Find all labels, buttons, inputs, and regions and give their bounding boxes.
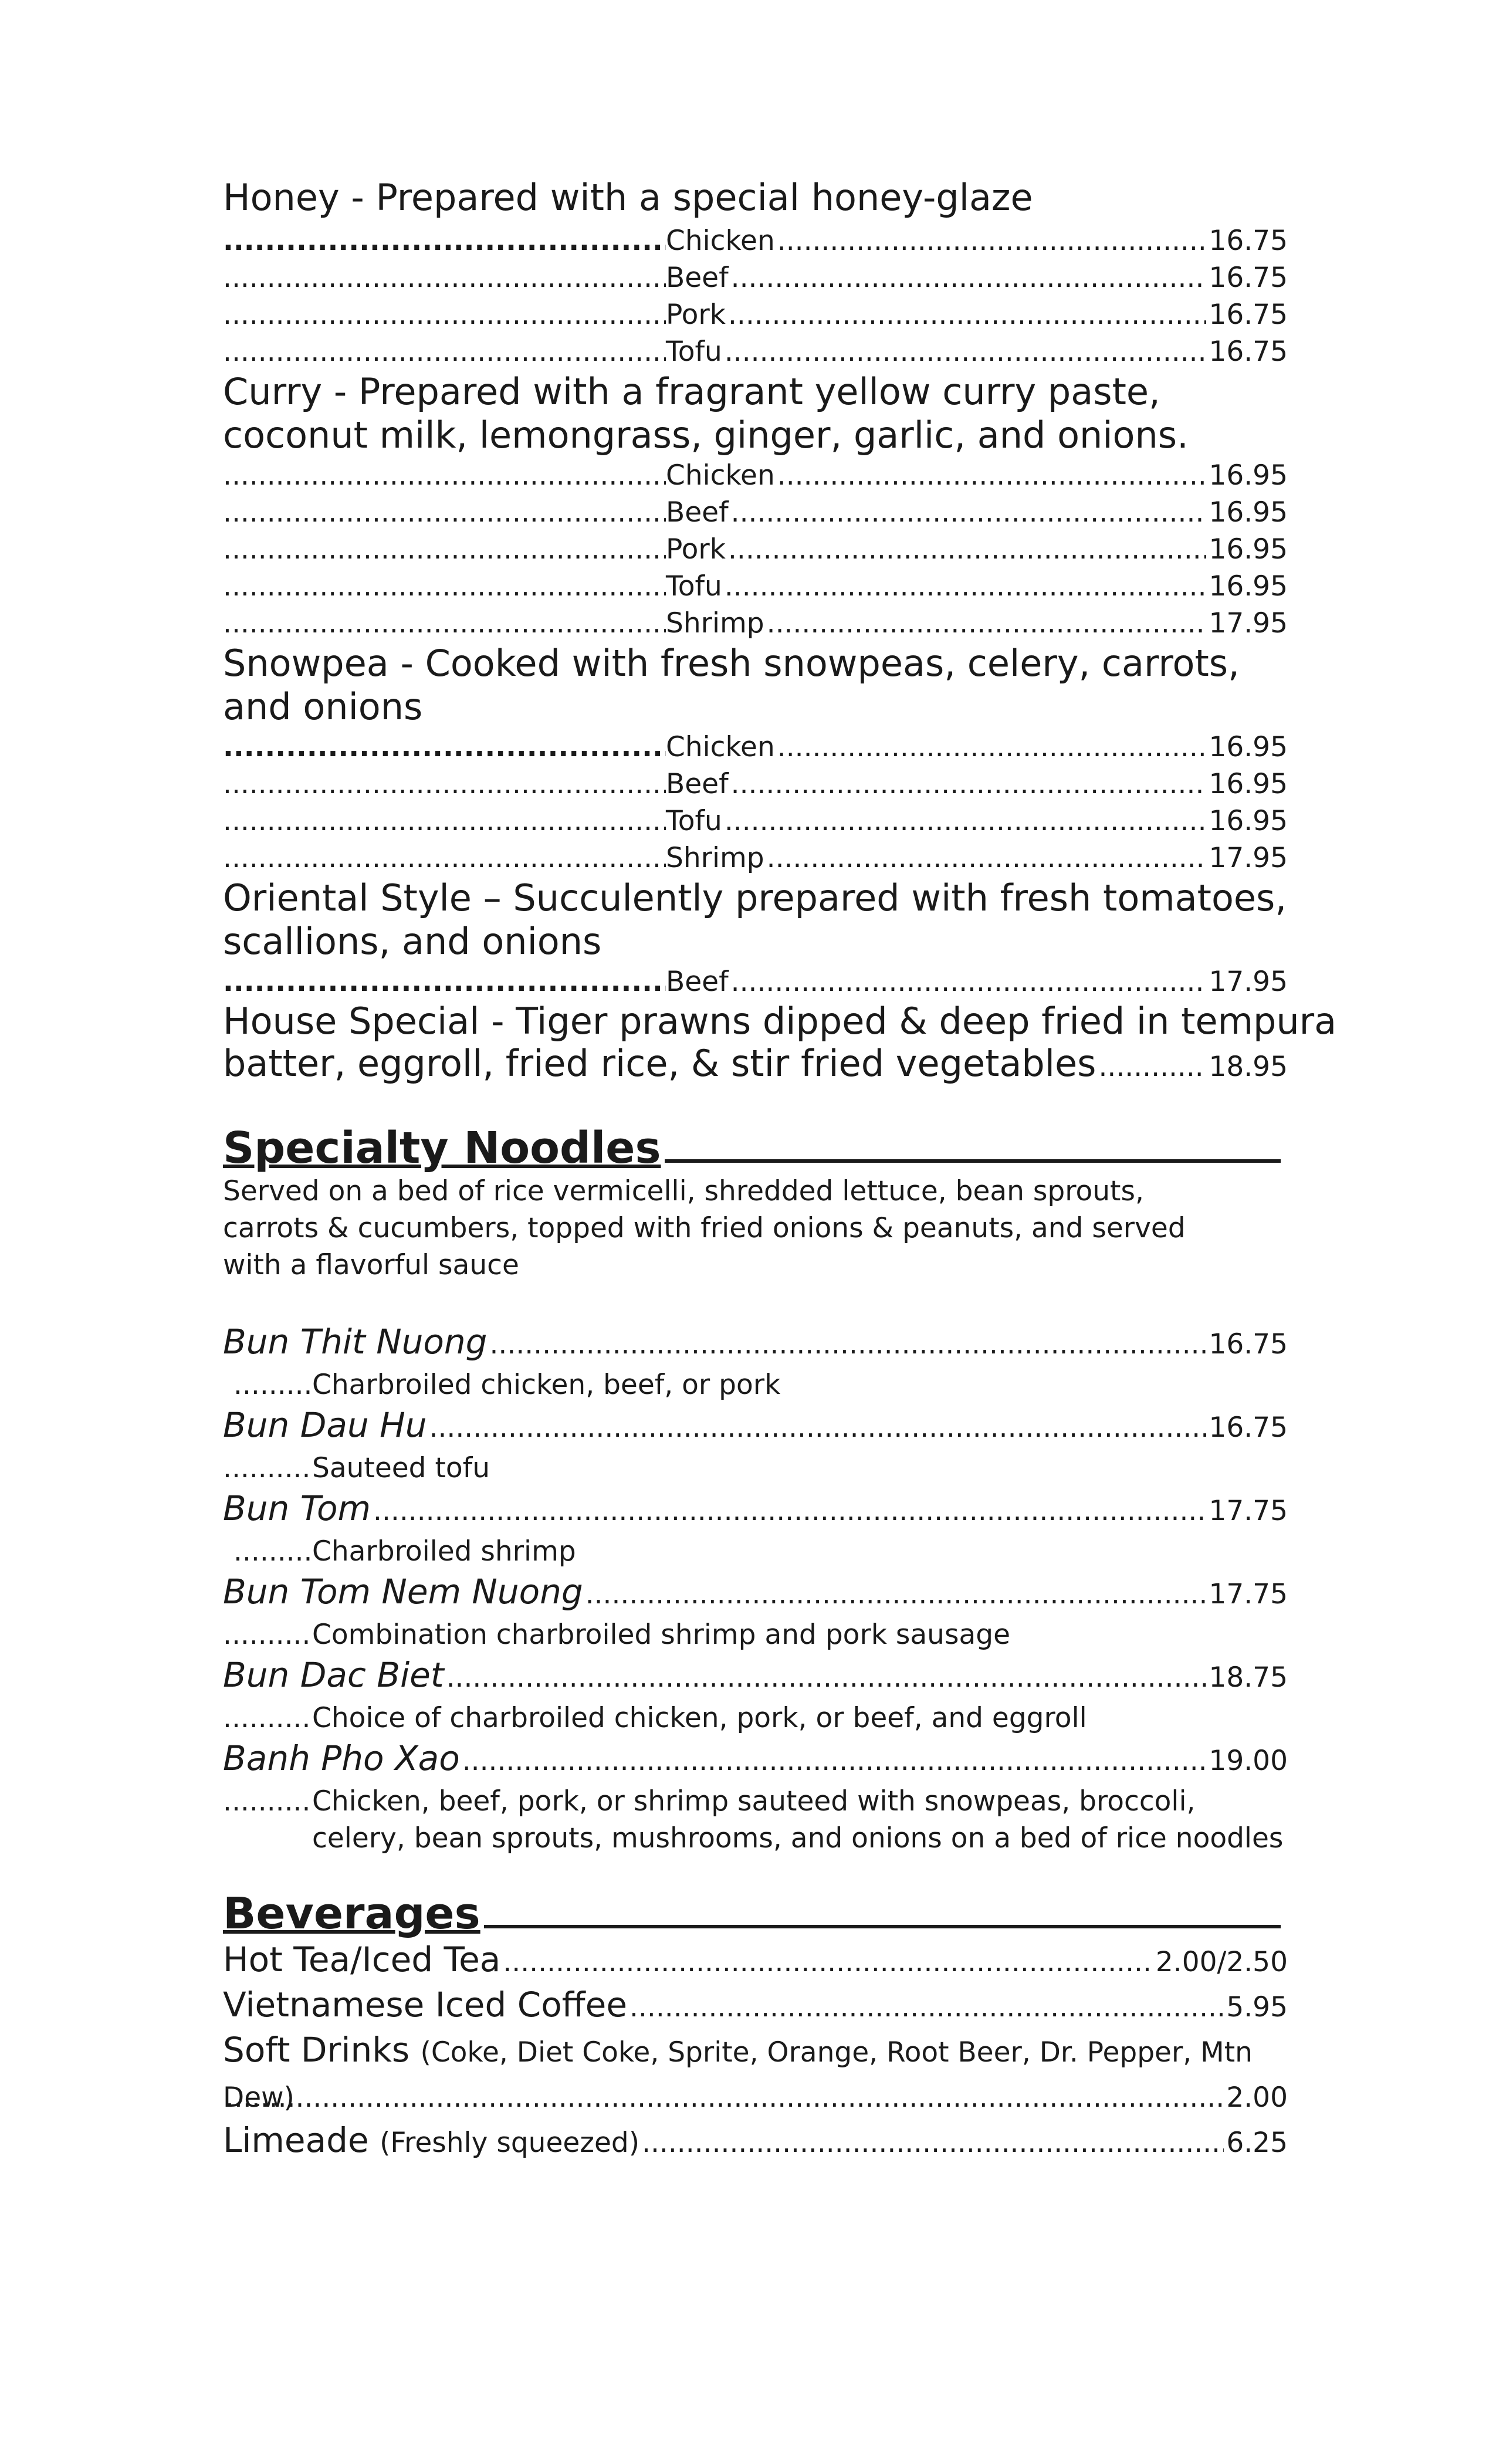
menu-item-row: ..... Beef ..... 16.95 [223, 494, 1288, 531]
price: 2.00/2.50 [1155, 1946, 1288, 1978]
entree-heading-oriental: Oriental Style – Succulently prepared with fresh tomatoes, scallions, and onions [223, 876, 1287, 963]
price: 16.95 [1209, 496, 1288, 529]
price: 16.95 [1209, 768, 1288, 800]
beverage-price-row [223, 2077, 1288, 2119]
beverage-item: Vietnamese Iced Coffee ..... 5.95 [223, 1984, 1288, 2029]
price: 16.75 [1209, 262, 1288, 294]
price: 6.25 [1226, 2127, 1288, 2159]
menu-item-row: ..... Pork ..... 16.75 [223, 296, 1288, 333]
entree-heading-honey: Honey - Prepared with a special honey-glaze [223, 176, 1033, 219]
price: 16.95 [1209, 570, 1288, 603]
house-special-line2: batter, eggroll, fried rice, & stir fried vegetables ..... 18.95 [223, 1043, 1288, 1088]
price: 18.95 [1209, 1051, 1288, 1083]
beverage-item: Limeade (Freshly squeezed) ..... 6.25 [223, 2119, 1288, 2164]
menu-item-row: ..... Beef ..... 16.75 [223, 259, 1288, 296]
noodle-desc: ..... Chicken, beef, pork, or shrimp sauteed with snowpeas, broccoli, celery, bean sprouts, mushrooms, and onions on a bed of rice noodles [223, 1783, 1288, 1857]
noodle-desc: ..... Combination charbroiled shrimp and pork sausage [223, 1616, 1288, 1653]
price: 16.95 [1209, 533, 1288, 566]
price: 16.75 [1209, 336, 1288, 368]
noodles-intro: Served on a bed of rice vermicelli, shredded lettuce, bean sprouts, carrots & cucumbers, topped with fried onions & peanuts, and served with a flavorful sauce [223, 1175, 1186, 1281]
menu-item-row: ..... Tofu ..... 16.95 [223, 803, 1288, 840]
price: 16.75 [1209, 1412, 1288, 1444]
price: 2.00 [1226, 2081, 1288, 2114]
menu-item-row: ..... Pork ..... 16.95 [223, 531, 1288, 568]
price: 17.75 [1209, 1495, 1288, 1527]
beverage-item: Soft Drinks (Coke, Diet Coke, Sprite, Orange, Root Beer, Dr. Pepper, Mtn Dew) [223, 2030, 1253, 2114]
price: 5.95 [1226, 1991, 1288, 2023]
beverage-item: Hot Tea/Iced Tea ..... 2.00/2.50 [223, 1938, 1288, 1984]
menu-item-row: ..... Chicken ..... 16.95 [223, 729, 1288, 766]
section-title-noodles: Specialty Noodles [223, 1123, 1288, 1173]
noodle-desc: ..... Choice of charbroiled chicken, pork, or beef, and eggroll [223, 1700, 1288, 1737]
noodle-item: Bun Tom ..... 17.75 [223, 1487, 1288, 1533]
menu-item-row: ..... Beef ..... 17.95 [223, 963, 1288, 1000]
price: 18.75 [1209, 1661, 1288, 1694]
menu-item-row: ..... Shrimp ..... 17.95 [223, 840, 1288, 876]
price: 16.75 [1209, 225, 1288, 257]
menu-item-row: ..... Tofu ..... 16.95 [223, 568, 1288, 605]
menu-item-row: ..... Chicken ..... 16.75 [223, 222, 1288, 259]
entree-heading-curry: Curry - Prepared with a fragrant yellow curry paste, coconut milk, lemongrass, ginger, garlic, and onions. [223, 370, 1189, 456]
noodle-desc: ..... Charbroiled shrimp [223, 1533, 1288, 1570]
price: 16.75 [1209, 1328, 1288, 1360]
menu-page [223, 173, 1337, 2164]
price: 16.95 [1209, 731, 1288, 763]
section-title-beverages: Beverages [223, 1889, 1288, 1938]
noodle-item: Banh Pho Xao ..... 19.00 [223, 1737, 1288, 1783]
noodle-item: Bun Thit Nuong ..... 16.75 [223, 1320, 1288, 1366]
price: 17.95 [1209, 607, 1288, 639]
noodle-desc: ..... Charbroiled chicken, beef, or pork [223, 1366, 1288, 1403]
price: 19.00 [1209, 1745, 1288, 1777]
noodle-item: Bun Dac Biet ..... 18.75 [223, 1653, 1288, 1700]
menu-item-row: ..... Chicken ..... 16.95 [223, 457, 1288, 494]
house-special-line1: House Special - Tiger prawns dipped & deep fried in tempura [223, 1000, 1337, 1043]
noodle-item: Bun Dau Hu ..... 16.75 [223, 1403, 1288, 1450]
menu-item-row: ..... Shrimp ..... 17.95 [223, 605, 1288, 642]
price: 16.75 [1209, 299, 1288, 331]
entree-heading-snowpea: Snowpea - Cooked with fresh snowpeas, celery, carrots, and onions [223, 642, 1240, 728]
noodle-desc: ..... Sauteed tofu [223, 1450, 1288, 1487]
menu-item-row: ..... Beef ..... 16.95 [223, 766, 1288, 803]
noodle-item: Bun Tom Nem Nuong ..... 17.75 [223, 1570, 1288, 1616]
price: 17.95 [1209, 842, 1288, 874]
menu-item-row: ..... Tofu ..... 16.75 [223, 333, 1288, 370]
price: 17.75 [1209, 1578, 1288, 1610]
price: 16.95 [1209, 805, 1288, 837]
price: 16.95 [1209, 459, 1288, 492]
price: 17.95 [1209, 966, 1288, 998]
